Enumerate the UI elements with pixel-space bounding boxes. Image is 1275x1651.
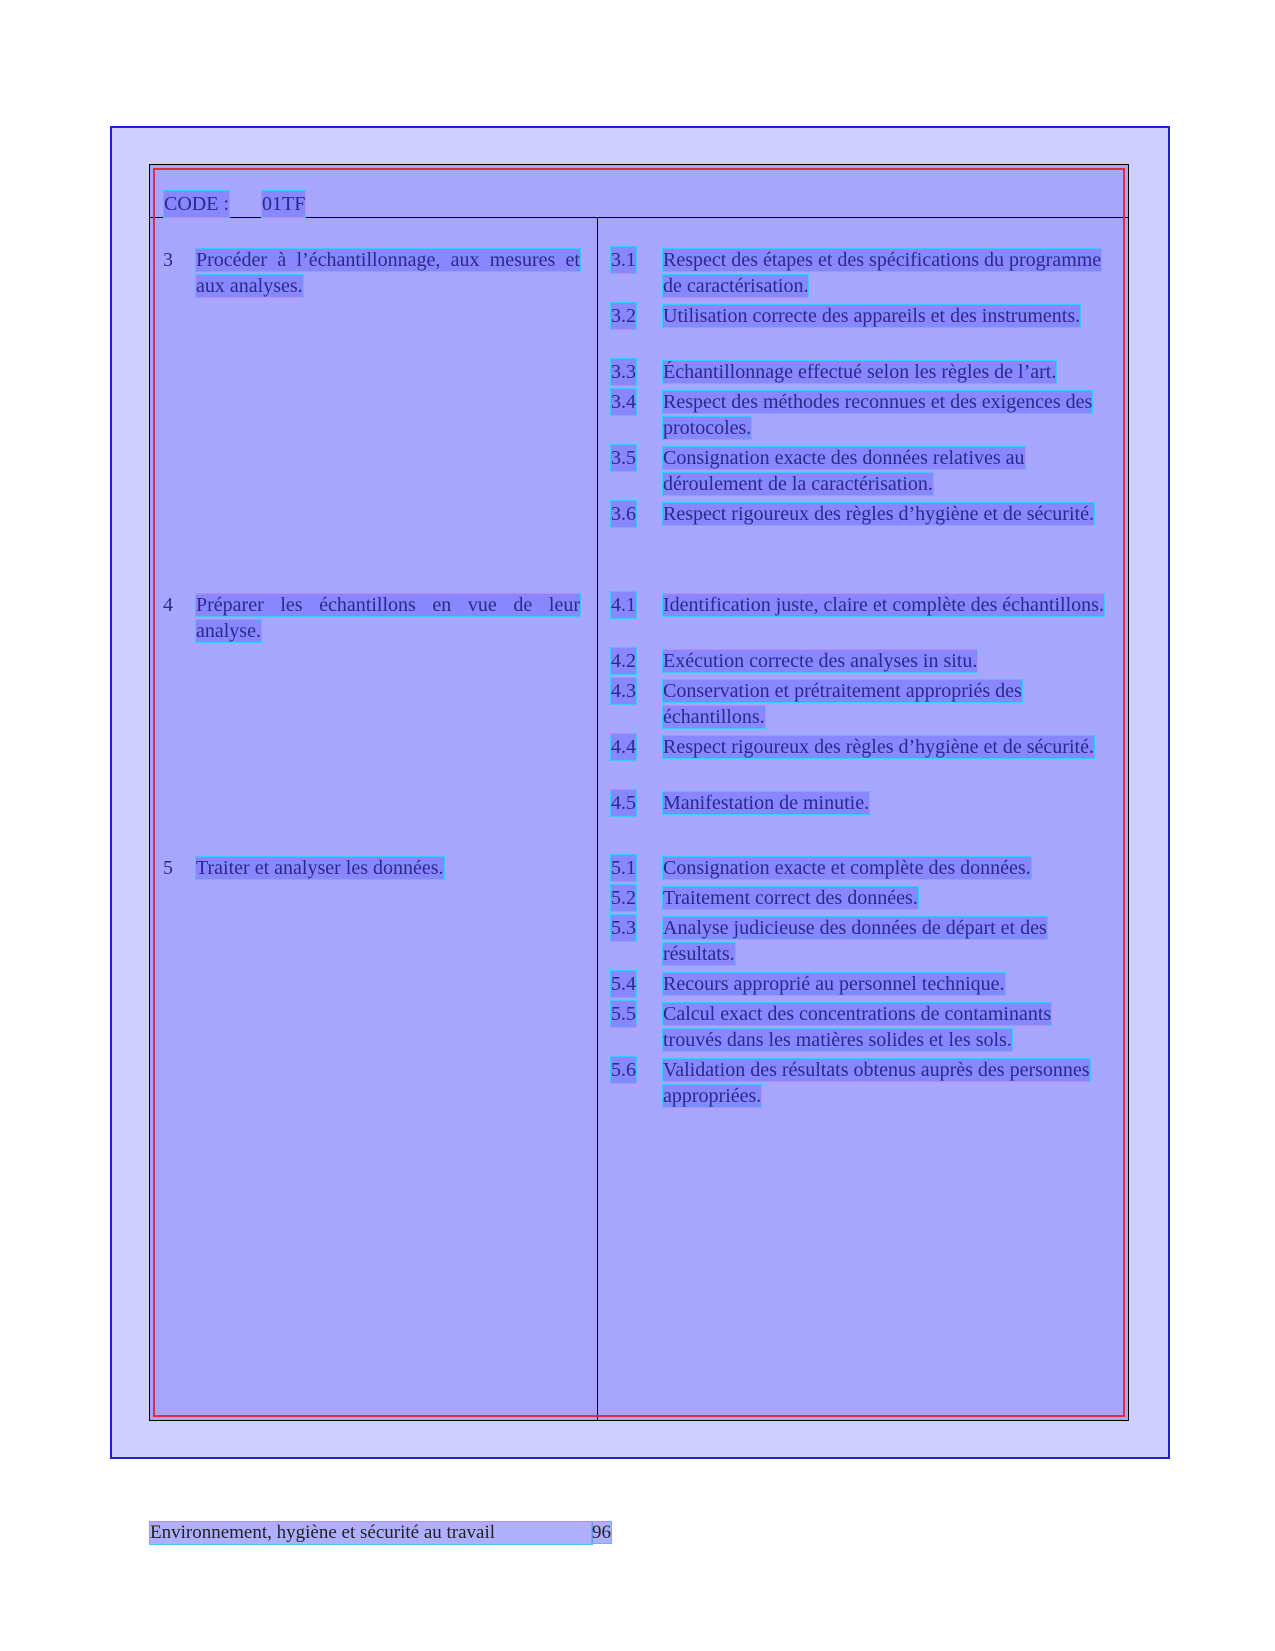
element-number: 3: [163, 249, 173, 271]
criterion-text: Respect rigoureux des règles d’hygiène et de sécurité.: [663, 503, 1094, 525]
code-value: 01TF: [262, 193, 306, 215]
header-divider: [149, 217, 1129, 218]
criterion-number: 4.5: [611, 792, 636, 814]
element-text: Traiter et analyser les données.: [196, 857, 444, 879]
criterion-text: Respect rigoureux des règles d’hygiène et de sécurité.: [663, 736, 1094, 758]
criterion-number: 3.2: [611, 305, 636, 327]
criterion-text: Manifestation de minutie.: [663, 792, 870, 814]
criterion-text: Respect des étapes et des spécifications du programme de caractérisation.: [663, 249, 1102, 297]
criterion-text: Identification juste, claire et complète des échantillons.: [663, 594, 1104, 616]
element-number: 5: [163, 857, 173, 879]
criterion-text: Conservation et prétraitement appropriés des échantillons.: [663, 680, 1022, 728]
criterion-text: Respect des méthodes reconnues et des exigences des protocoles.: [663, 391, 1093, 439]
criterion-number: 3.3: [611, 361, 636, 383]
criterion-number: 5.4: [611, 973, 636, 995]
element-text: Préparer les échantillons en vue de leur analyse.: [196, 594, 580, 642]
element-text: Procéder à l’échantillonnage, aux mesures et aux analyses.: [196, 249, 580, 297]
criterion-number: 4.3: [611, 680, 636, 702]
criterion-number: 5.3: [611, 917, 636, 939]
criterion-text: Validation des résultats obtenus auprès des personnes appropriées.: [663, 1059, 1090, 1107]
criterion-number: 4.1: [611, 594, 636, 616]
criterion-number: 3.5: [611, 447, 636, 469]
criterion-text: Calcul exact des concentrations de contaminants trouvés dans les matières solides et les sols.: [663, 1003, 1052, 1051]
criterion-text: Consignation exacte des données relatives au déroulement de la caractérisation.: [663, 447, 1025, 495]
criterion-number: 4.2: [611, 650, 636, 672]
criterion-text: Analyse judicieuse des données de départ et des résultats.: [663, 917, 1047, 965]
criterion-number: 5.6: [611, 1059, 636, 1081]
criterion-text: Exécution correcte des analyses in situ.: [663, 650, 978, 672]
criterion-text: Consignation exacte et complète des données.: [663, 857, 1031, 879]
criterion-number: 5.1: [611, 857, 636, 879]
criterion-text: Recours approprié au personnel technique.: [663, 973, 1005, 995]
criterion-text: Échantillonnage effectué selon les règles de l’art.: [663, 361, 1057, 383]
criterion-number: 4.4: [611, 736, 636, 758]
element-number: 4: [163, 594, 173, 616]
criterion-text: Utilisation correcte des appareils et des instruments.: [663, 305, 1081, 327]
column-divider: [597, 217, 598, 1421]
criterion-number: 3.6: [611, 503, 636, 525]
code-label: CODE :: [164, 193, 229, 215]
criterion-number: 3.4: [611, 391, 636, 413]
page-footer: [150, 1522, 611, 1544]
criterion-number: 3.1: [611, 249, 636, 271]
criterion-number: 5.2: [611, 887, 636, 909]
footer-title: Environnement, hygiène et sécurité au travail: [150, 1522, 592, 1544]
criterion-text: Traitement correct des données.: [663, 887, 918, 909]
page-number: 96: [592, 1522, 611, 1543]
criterion-number: 5.5: [611, 1003, 636, 1025]
